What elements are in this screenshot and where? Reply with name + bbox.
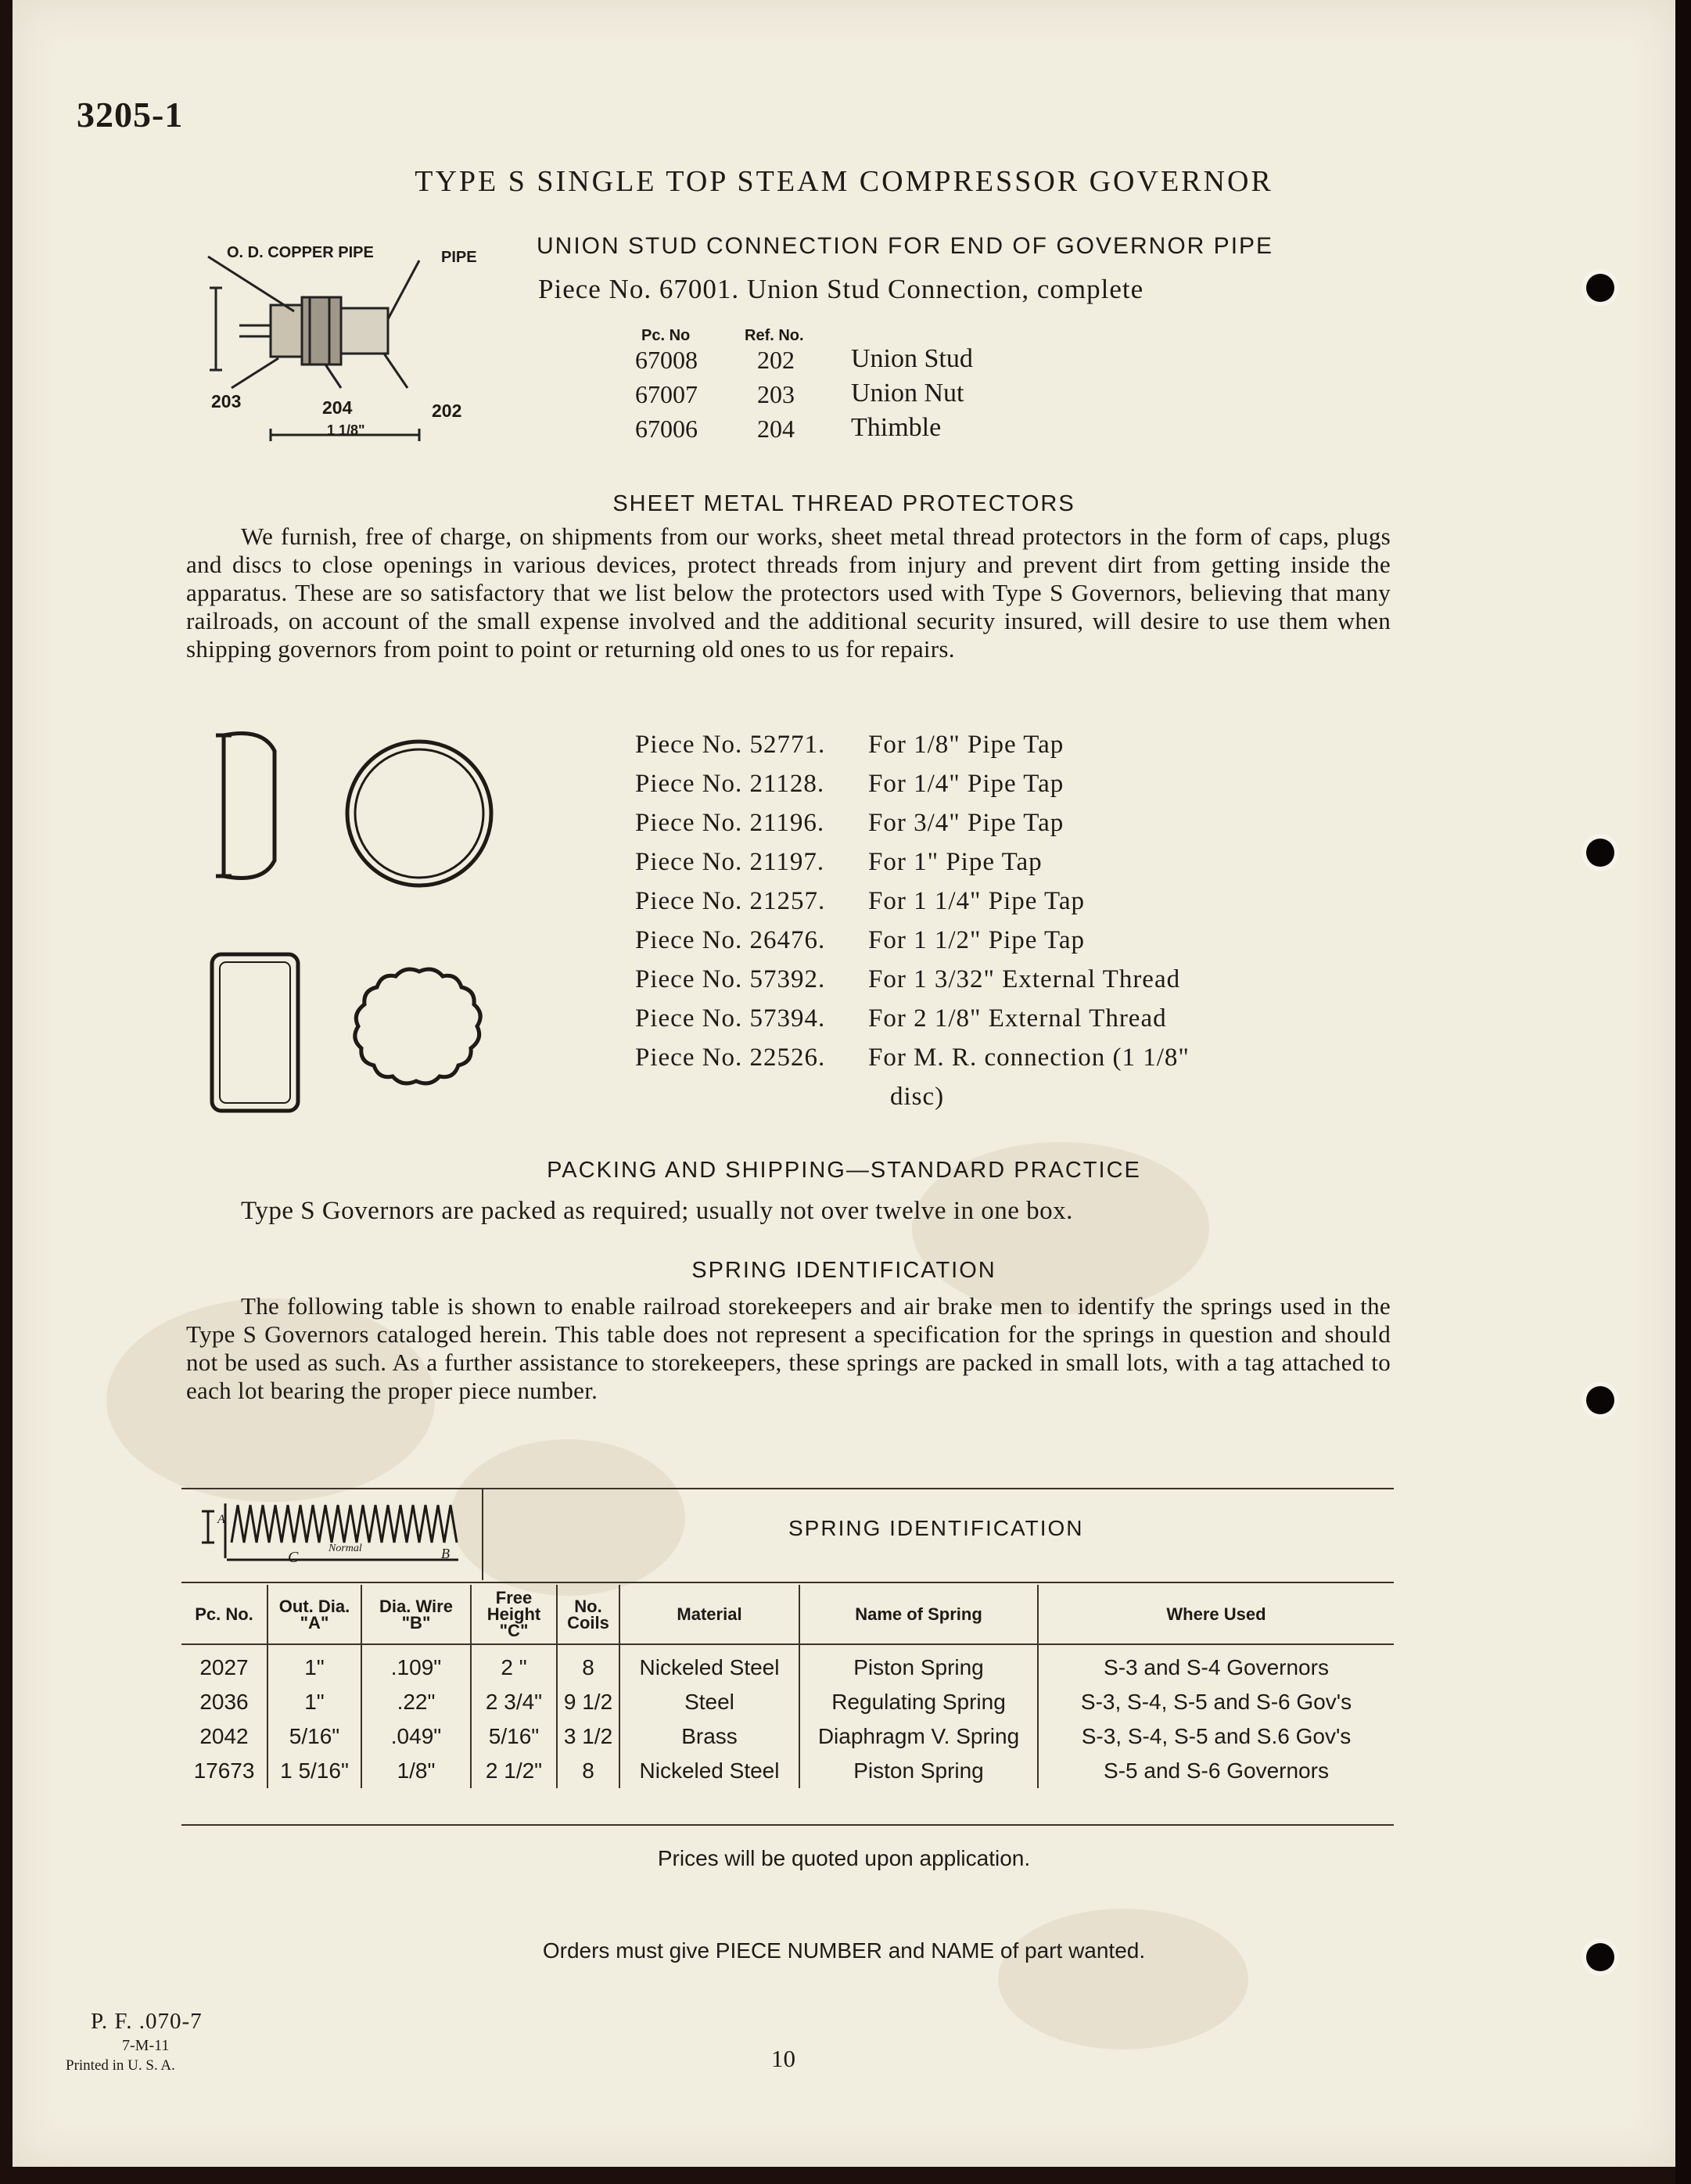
union-row-ref: 204 [757,415,795,443]
cell: 3 1/2 [557,1719,619,1754]
col-free-height: Free Height "C" [471,1585,557,1644]
diagram-label-copper-pipe: O. D. COPPER PIPE [227,244,374,261]
cell: 5/16" [471,1719,557,1754]
spring-paragraph: The following table is shown to enable railroad storekeepers and air brake men to identify the springs used in the Type S Governors cataloged herein. This table does not represent a specification for the springs in question and should not be used as such. As a further assistance to storekeepers, these springs are packed in small lots, with a tag attached to each lot bearing the proper piece number. [186,1292,1391,1404]
table-row [181,1754,1394,1788]
table-header-divider [482,1488,483,1580]
cell: 1" [267,1644,361,1685]
union-row-name: Union Nut [851,379,964,408]
col-material: Material [619,1585,799,1644]
union-col-refno: Ref. No. [745,327,804,344]
spring-heading: SPRING IDENTIFICATION [691,1258,996,1283]
spring-diagram [200,1496,482,1574]
cell: 5/16" [267,1719,361,1754]
protector-item [635,1044,1190,1072]
binder-hole [1586,839,1614,867]
table-header-rule [181,1582,1394,1583]
diagram-label-length: 1 1/8" [327,422,365,438]
protector-desc: For 2 1/8" External Thread [868,1004,1167,1033]
protector-desc: For M. R. connection (1 1/8" [868,1044,1190,1072]
cell: S-5 and S-6 Governors [1104,1758,1329,1783]
col-out-dia: Out. Dia. "A" [267,1585,361,1644]
spring-diagram-label-a: A [217,1513,225,1526]
cell: 2042 [181,1719,267,1754]
cell: S-3, S-4, S-5 and S-6 Gov's [1080,1690,1352,1714]
cell: S-3 and S-4 Governors [1104,1655,1329,1679]
paper-stain [998,1909,1248,2049]
union-col-pcno: Pc. No [641,327,691,344]
protector-desc: For 1 3/32" External Thread [868,965,1181,993]
binder-hole [1586,1386,1614,1414]
page-edge-shadow [1675,0,1691,2184]
union-row-ref: 203 [757,380,795,408]
packing-text: Type S Governors are packed as required; usually not over twelve in one box. [241,1197,1073,1225]
protector-item-continued: disc) [890,1083,945,1111]
cell: Piston Spring [799,1644,1038,1685]
spring-diagram-label-normal: Normal [329,1543,362,1554]
cell: 8 [557,1754,619,1788]
catalog-number: 3205-1 [77,95,184,135]
protector-piece: Piece No. 21196. [635,809,825,837]
spring-diagram-label-b: B [441,1546,450,1561]
cell: 2 " [471,1644,557,1685]
table-top-rule [181,1488,1394,1489]
spring-diagram-label-c: C [288,1549,299,1566]
footer-code: 7-M-11 [122,2037,170,2054]
union-row-pc: 67008 [635,346,698,374]
table-row [181,1719,1394,1754]
cell: Piston Spring [799,1754,1038,1788]
cell: Regulating Spring [799,1685,1038,1719]
protector-piece: Piece No. 21257. [635,887,826,915]
cell: .22" [361,1685,471,1719]
footer-pf: P. F. .070-7 [91,2009,203,2034]
footer-printed: Printed in U. S. A. [66,2057,175,2074]
union-row-ref: 202 [757,346,795,374]
protector-item [635,848,1043,877]
col-dia-wire: Dia. Wire "B" [361,1585,471,1644]
protector-item [635,965,1180,994]
diagram-label-204: 204 [322,397,353,418]
page-title: TYPE S SINGLE TOP STEAM COMPRESSOR GOVERNOR [415,165,1273,198]
paper-stain [451,1439,685,1596]
cell: 2027 [181,1644,267,1685]
protectors-paragraph: We furnish, free of charge, on shipments from our works, sheet metal thread protectors in the form of caps, plugs and discs to close openings in various devices, protect threads from injury and prevent dirt from getting inside the apparatus. These are so satisfactory that we list below the protectors used with Type S Governors, believing that many railroads, on account of the small expense involved and the additional security insured, will desire to use them when shipping governors from point to point or returning old ones to us for repairs. [186,523,1391,663]
table-row [181,1685,1394,1719]
protector-item [635,887,1085,916]
cell: 8 [557,1644,619,1685]
diagram-label-pipe: PIPE [441,249,477,266]
cell: 17673 [181,1754,267,1788]
union-row-pc: 67007 [635,380,698,408]
diagram-label-203: 203 [211,391,242,411]
cell: 1" [267,1685,361,1719]
protector-piece: Piece No. 57392. [635,965,826,993]
packing-heading: PACKING AND SHIPPING—STANDARD PRACTICE [547,1158,1141,1183]
protector-item [635,731,1064,760]
spring-table-header [181,1585,1394,1644]
protector-desc: For 1/8" Pipe Tap [868,731,1065,759]
protector-item [635,809,1064,838]
col-no-coils: No. Coils [557,1585,619,1644]
protector-drawings [200,720,513,1126]
cell: Nickeled Steel [619,1754,799,1788]
protector-item [635,1004,1167,1033]
binder-hole [1586,274,1614,302]
protector-piece: Piece No. 57394. [635,1004,826,1033]
cell: S-3, S-4, S-5 and S.6 Gov's [1081,1724,1352,1748]
cell: .049" [361,1719,471,1754]
cell: 1 5/16" [267,1754,361,1788]
union-row-name: Union Stud [851,344,973,373]
protector-piece: Piece No. 22526. [635,1044,826,1072]
cell: Steel [619,1685,799,1719]
protector-piece: Piece No. 26476. [635,926,826,954]
spring-table-title: SPRING IDENTIFICATION [788,1516,1084,1540]
union-row-pc: 67006 [635,415,698,443]
protectors-heading: SHEET METAL THREAD PROTECTORS [612,491,1075,516]
protector-piece: Piece No. 52771. [635,731,826,759]
col-name-of-spring: Name of Spring [799,1585,1038,1644]
cell: 2036 [181,1685,267,1719]
col-pc-no: Pc. No. [181,1585,267,1644]
spring-table-container [181,1585,1394,1788]
protector-piece: Piece No. 21128. [635,770,825,798]
cell: Nickeled Steel [619,1644,799,1685]
protector-desc: For 3/4" Pipe Tap [868,809,1065,837]
cell: 2 1/2" [471,1754,557,1788]
protector-piece: Piece No. 21197. [635,848,825,876]
protector-desc: For 1 1/4" Pipe Tap [868,887,1086,915]
protector-desc: For 1/4" Pipe Tap [868,770,1065,798]
protector-item [635,770,1064,799]
prices-note: Prices will be quoted upon application. [657,1846,1031,1870]
orders-note: Orders must give PIECE NUMBER and NAME of part wanted. [542,1938,1146,1963]
cell: 2 3/4" [471,1685,557,1719]
cell: Diaphragm V. Spring [799,1719,1038,1754]
protector-item [635,926,1085,955]
union-stud-piece-line: Piece No. 67001. Union Stud Connection, complete [538,274,1144,304]
union-row-name: Thimble [851,413,942,442]
cell: 9 1/2 [557,1685,619,1719]
union-stud-heading: UNION STUD CONNECTION FOR END OF GOVERNOR PIPE [537,233,1274,259]
col-where-used: Where Used [1038,1585,1394,1644]
table-bottom-rule [181,1824,1394,1826]
catalog-page [13,0,1675,2167]
table-row [181,1644,1394,1685]
cell: 1/8" [361,1754,471,1788]
diagram-label-202: 202 [432,401,462,421]
page-number: 10 [771,2045,795,2072]
protector-desc: For 1" Pipe Tap [868,848,1043,876]
spring-table [181,1585,1394,1788]
protector-desc: For 1 1/2" Pipe Tap [868,926,1086,954]
cell: Brass [619,1719,799,1754]
cell: .109" [361,1644,471,1685]
